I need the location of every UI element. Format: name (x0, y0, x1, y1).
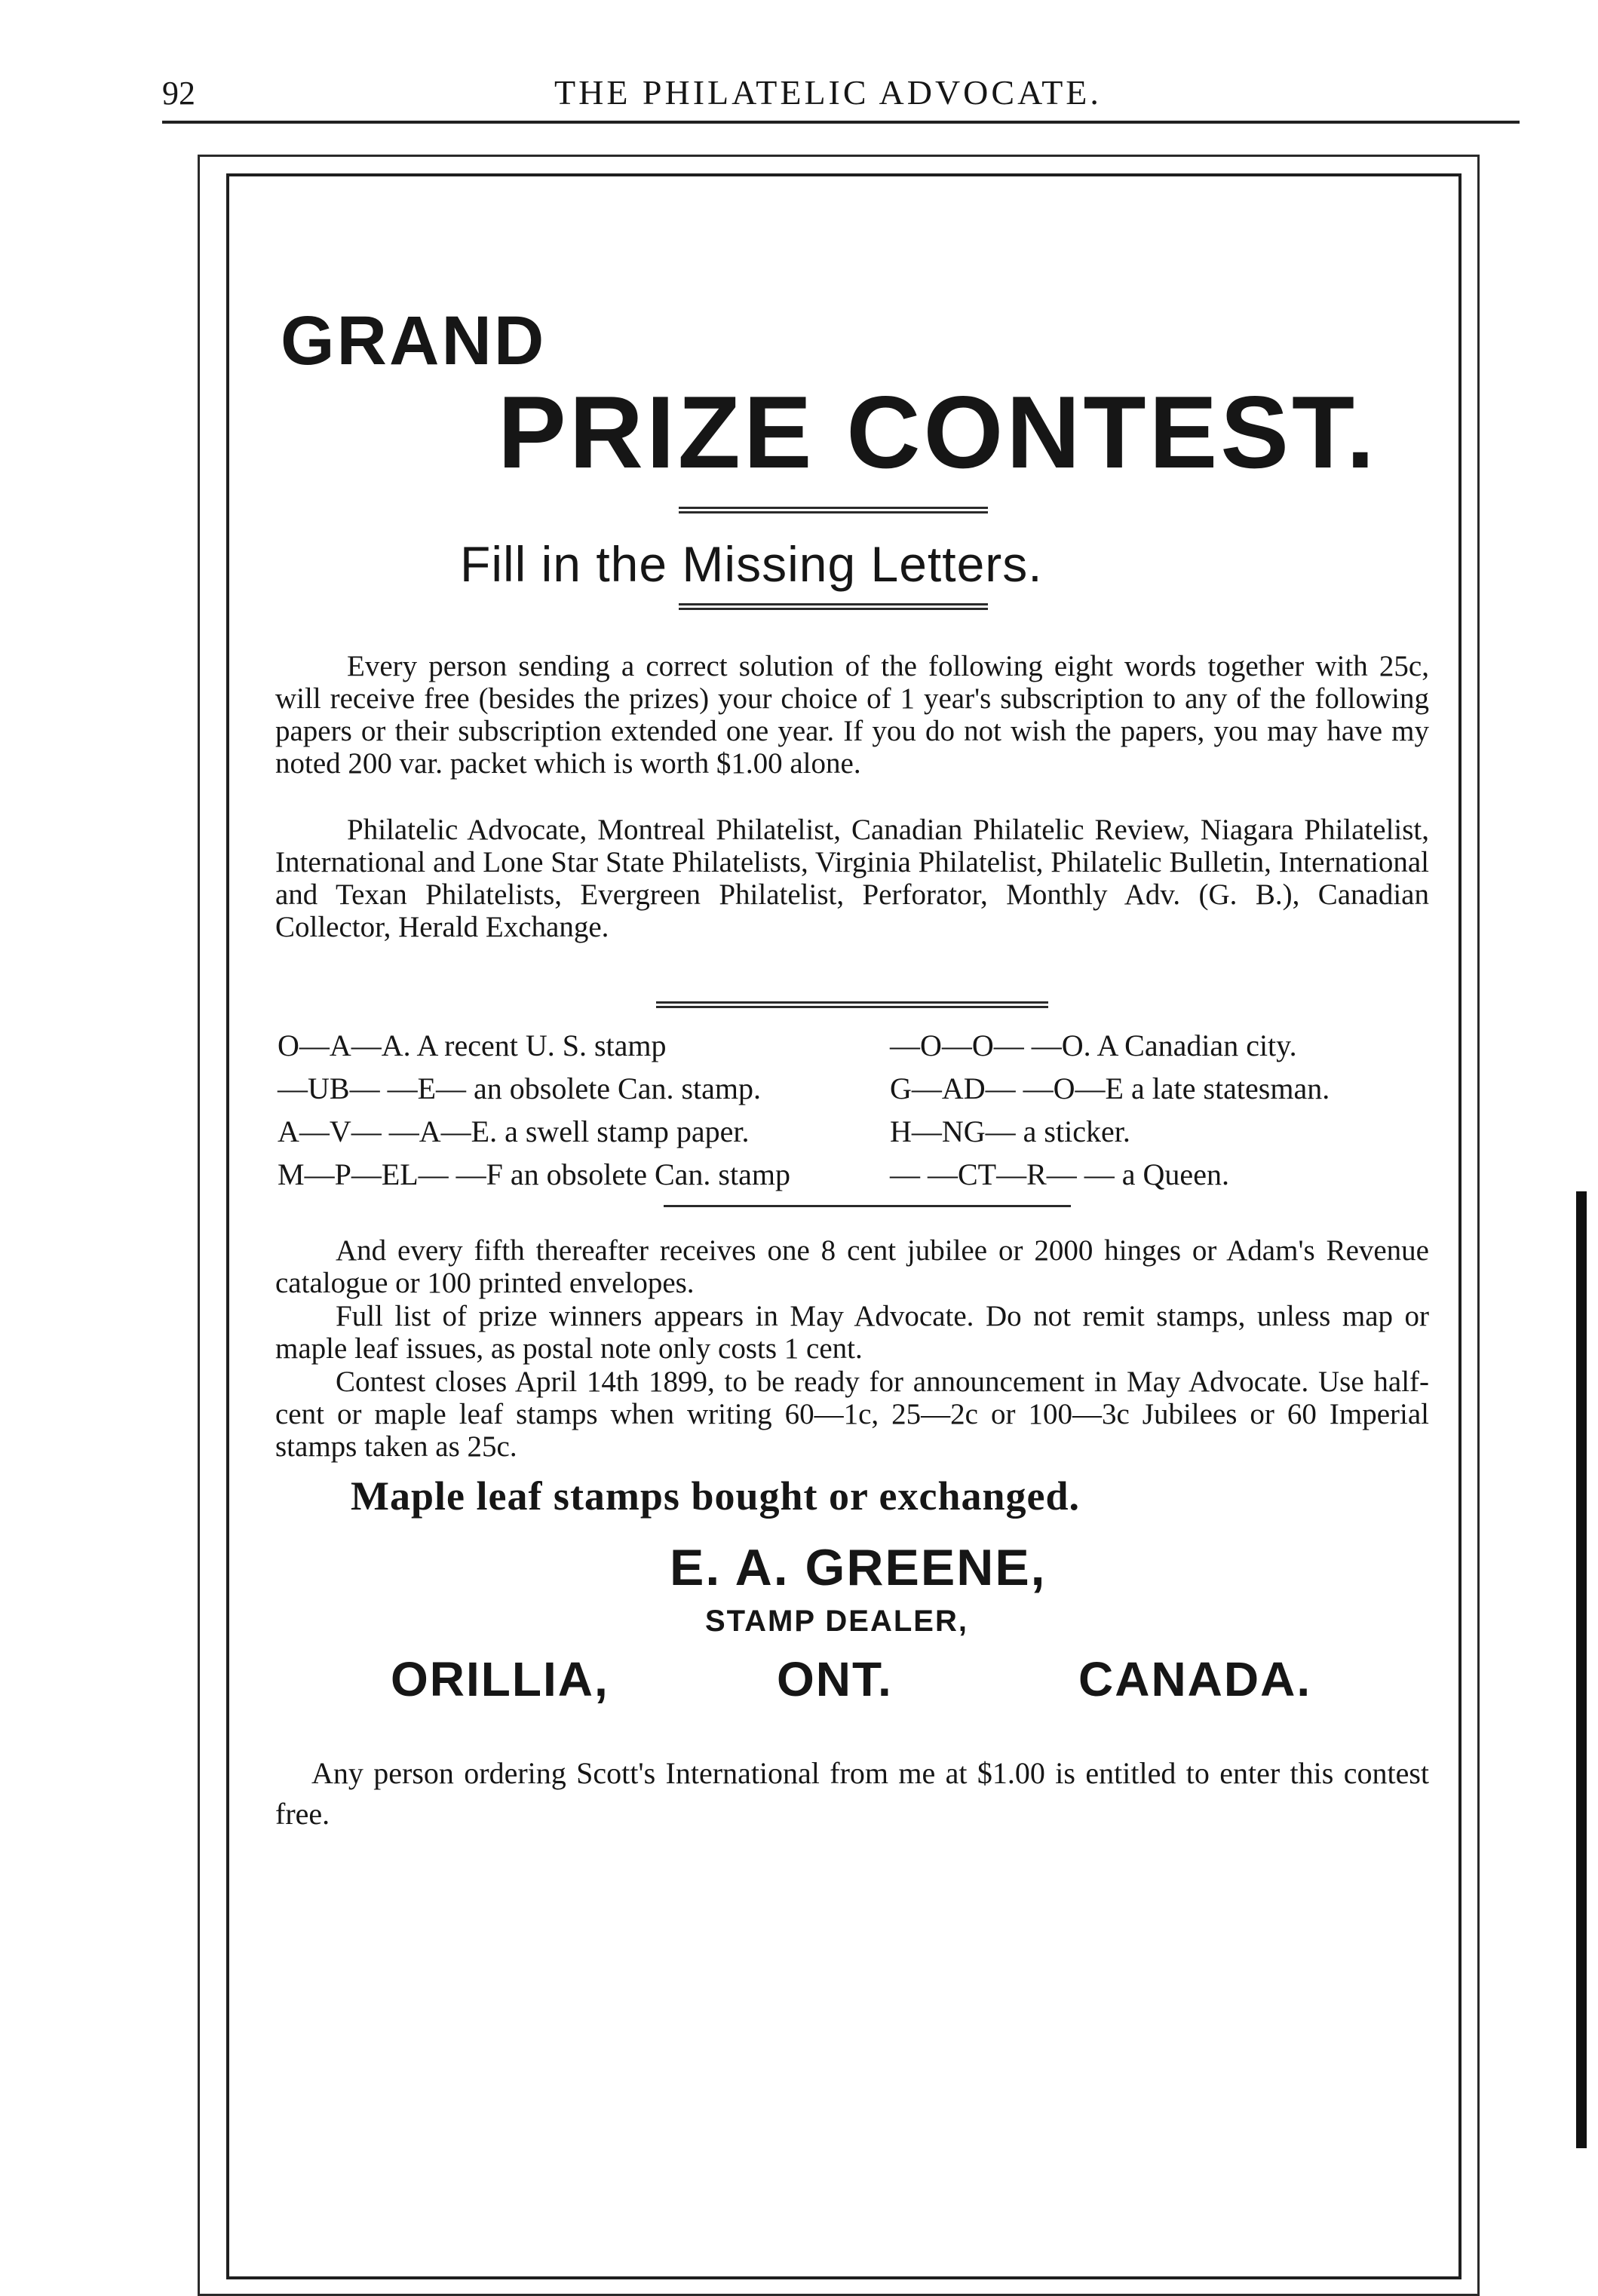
head-rule (162, 121, 1520, 124)
maple-leaf-line: Maple leaf stamps bought or exchanged. (351, 1473, 1081, 1519)
puzzle-word: O—A—A. A recent U. S. stamp (278, 1028, 667, 1062)
double-rule (679, 507, 988, 513)
intro-paragraph: Every person sending a correct solution of the following eight words together with 25c, will receive free (besides the prizes) your choice of 1 year's subscription to any of the following papers or their subscription extended one year. If you do not wish the papers, you may have my noted 200 var. packet which is worth $1.00 alone. (275, 650, 1429, 780)
puzzle-word: —UB— —E— an obsolete Can. stamp. (278, 1071, 762, 1105)
winners-paragraph: Full list of prize winners appears in May Advocate. Do not remit stamps, unless map or maple leaf issues, as postal note only costs 1 cent. (275, 1300, 1429, 1365)
running-title: THE PHILATELIC ADVOCATE. (554, 73, 1102, 112)
heading-grand: GRAND (281, 302, 547, 379)
papers-list-paragraph: Philatelic Advocate, Montreal Philatelist, Canadian Philatelic Review, Niagara Philatelist, International and Lone Star State Philatelists, Virginia Philatelist, Philatelic Bulletin, International and Texan Philatelists, Evergreen Philatelist, Perforator, Monthly Adv. (G. B.), Canadian Collector, Herald Exchange. (275, 814, 1429, 943)
puzzle-word: M—P—EL— —F an obsolete Can. stamp (278, 1157, 790, 1191)
subheading: Fill in the Missing Letters. (460, 536, 1043, 592)
scan-margin-bar (1576, 1191, 1587, 2148)
double-rule (679, 603, 988, 610)
page-number: 92 (162, 75, 195, 112)
double-rule (656, 1001, 1048, 1008)
dealer-name: E. A. GREENE, (670, 1539, 1047, 1596)
dealer-title: STAMP DEALER, (705, 1605, 968, 1638)
rule (664, 1205, 1071, 1209)
reward-paragraph: And every fifth thereafter receives one 8 cent jubilee or 2000 hinges or Adam's Revenue catalogue or 100 printed envelopes. (275, 1234, 1429, 1299)
scotts-offer-paragraph: Any person ordering Scott's International from me at $1.00 is entitled to enter this contest free. (275, 1756, 1429, 1831)
dealer-province: ONT. (777, 1652, 893, 1706)
puzzle-word: G—AD— —O—E a late statesman. (890, 1071, 1330, 1105)
closing-date-paragraph: Contest closes April 14th 1899, to be ready for announcement in May Advocate. Use half-cent or maple leaf stamps when writing 60—1c, 25—2c or 100—3c Jubilees or 60 Imperial stamps taken as 25c. (275, 1366, 1429, 1463)
puzzle-word: —O—O— —O. A Canadian city. (890, 1028, 1297, 1062)
heading-prize-contest: PRIZE CONTEST. (498, 375, 1378, 489)
puzzle-word: H—NG— a sticker. (890, 1114, 1130, 1148)
puzzle-word: A—V— —A—E. a swell stamp paper. (278, 1114, 750, 1148)
dealer-country: CANADA. (1078, 1652, 1312, 1706)
puzzle-word: — —CT—R— — a Queen. (890, 1157, 1229, 1191)
dealer-city: ORILLIA, (391, 1652, 609, 1706)
